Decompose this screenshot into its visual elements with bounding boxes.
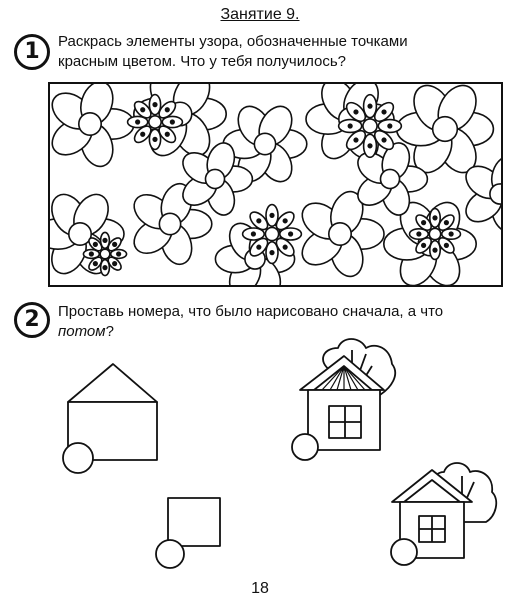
background-flower xyxy=(397,84,494,179)
dotted-flower[interactable] xyxy=(339,95,402,158)
task-1-badge: 1 xyxy=(14,34,50,70)
dotted-flower[interactable] xyxy=(410,209,461,260)
drawing-stages xyxy=(0,330,520,580)
answer-circle-c[interactable] xyxy=(156,540,184,568)
page-number: 18 xyxy=(251,580,269,597)
square-c xyxy=(168,498,220,546)
dotted-flower[interactable] xyxy=(83,232,126,275)
answer-circle-a[interactable] xyxy=(63,443,93,473)
house-simple xyxy=(63,364,157,473)
flower-pattern-drawing xyxy=(50,84,503,287)
dotted-flower[interactable] xyxy=(128,95,183,150)
task-1-line-1: Раскрась элементы узора, обозначенные точками xyxy=(58,33,408,50)
task-2-badge: 2 xyxy=(14,302,50,338)
task-1-text xyxy=(58,32,408,72)
task-2-line-2-rest: ? xyxy=(105,323,114,340)
flower-pattern[interactable] xyxy=(48,82,503,287)
background-flower xyxy=(50,84,134,171)
lesson-title: Занятие 9. xyxy=(220,6,300,23)
task-2-line-1: Проставь номера, что было нарисовано сначала, а что xyxy=(58,303,444,320)
task-1-line-2: красным цветом. Что у тебя получилось? xyxy=(58,53,347,70)
square-only xyxy=(156,498,220,568)
answer-circle-b[interactable] xyxy=(292,434,318,460)
answer-circle-d[interactable] xyxy=(391,539,417,565)
house-with-tree xyxy=(292,339,395,460)
task-2-line-2-italic: потом xyxy=(58,323,106,340)
house-with-window xyxy=(391,463,496,565)
roof-simple xyxy=(68,364,157,402)
dotted-flower[interactable] xyxy=(243,205,302,264)
